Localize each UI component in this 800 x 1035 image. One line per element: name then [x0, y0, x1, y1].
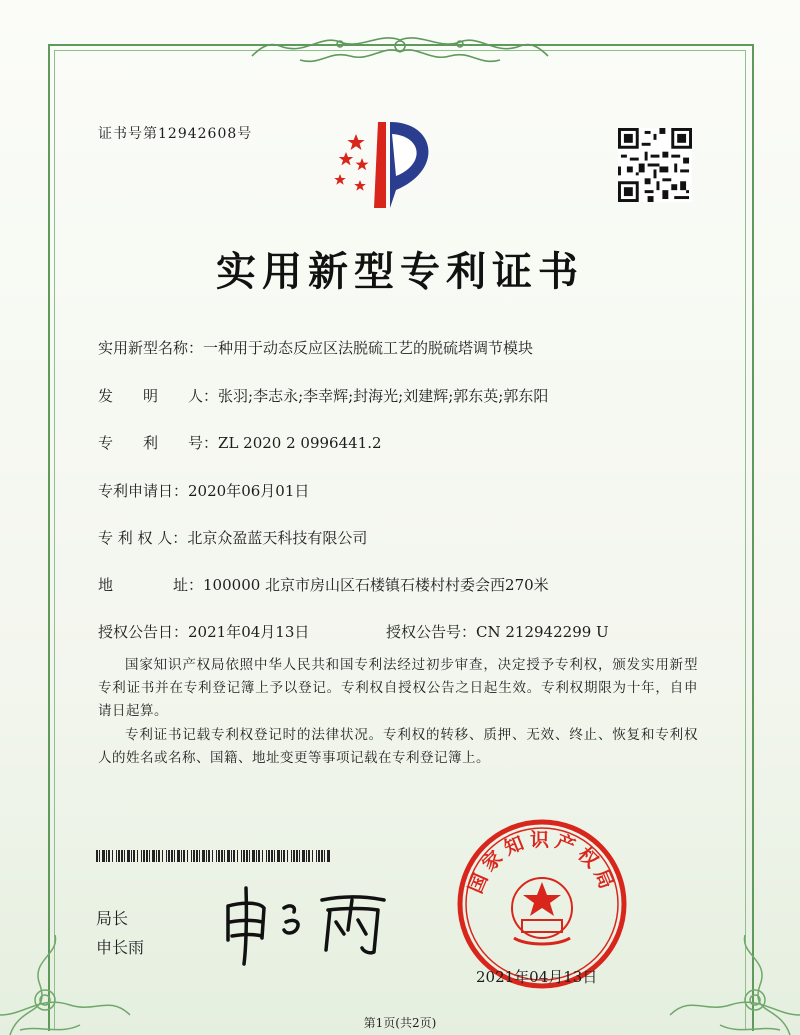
seal-text: 国家知识产权局	[464, 829, 620, 897]
filing-date-row	[98, 480, 309, 501]
signature-icon	[214, 878, 404, 968]
qr-code-icon	[618, 128, 692, 202]
director-name: 申长雨	[96, 938, 145, 957]
field-label: 实用新型名称：	[98, 339, 204, 357]
field-label: 授权公告日：	[98, 623, 189, 641]
page-number: 第1页(共2页)	[363, 1016, 437, 1030]
patentee-row	[98, 527, 367, 548]
patentee: 北京众盈蓝天科技有限公司	[187, 529, 368, 547]
field-label: 授权公告号：	[386, 623, 477, 641]
patent-number: ZL 2020 2 0996441.2	[218, 434, 382, 452]
grant-number-row	[386, 621, 609, 642]
page-title: 实用新型专利证书	[216, 249, 584, 295]
right-corner-ornament-icon	[650, 865, 800, 1035]
filing-date: 2020年06月01日	[188, 482, 310, 500]
utility-model-name-row	[98, 337, 533, 358]
inventors: 张羽;李志永;李幸辉;封海光;刘建辉;郭东英;郭东阳	[218, 387, 549, 405]
grant-date-row	[98, 621, 309, 642]
seal-date: 2021年04月13日	[476, 968, 598, 986]
address-row	[98, 574, 549, 595]
patent-office-logo-icon	[326, 112, 456, 212]
inventor-row	[98, 385, 548, 406]
barcode-icon	[96, 850, 330, 862]
statement-paragraph-1: 国家知识产权局依照中华人民共和国专利法经过初步审查，决定授予专利权，颁发实用新型专利证书并在专利登记簿上予以登记。专利权自授权公告之日起生效。专利权期限为十年，自申请日起算。	[98, 657, 698, 719]
field-label: 专 利 号：	[98, 434, 219, 452]
patent-number-row	[98, 432, 382, 453]
grant-number: CN 212942299 U	[476, 623, 609, 641]
field-label: 发 明 人：	[98, 387, 219, 405]
certificate-number: 证书号第12942608号	[98, 126, 253, 142]
address: 100000 北京市房山区石楼镇石楼村村委会西270米	[203, 576, 549, 594]
official-seal-icon	[456, 818, 628, 990]
grant-date: 2021年04月13日	[188, 623, 310, 641]
field-label: 专利申请日：	[98, 482, 189, 500]
utility-model-name: 一种用于动态反应区法脱硫工艺的脱硫塔调节模块	[203, 339, 534, 357]
director-title: 局长	[96, 909, 129, 928]
statement-paragraph-2: 专利证书记载专利权登记时的法律状况。专利权的转移、质押、无效、终止、恢复和专利权人的姓名或名称、国籍、地址变更等事项记载在专利登记簿上。	[98, 727, 698, 766]
field-label: 地 址：	[98, 576, 204, 594]
top-ornament-icon	[250, 32, 550, 74]
field-label: 专 利 权 人：	[98, 529, 188, 547]
